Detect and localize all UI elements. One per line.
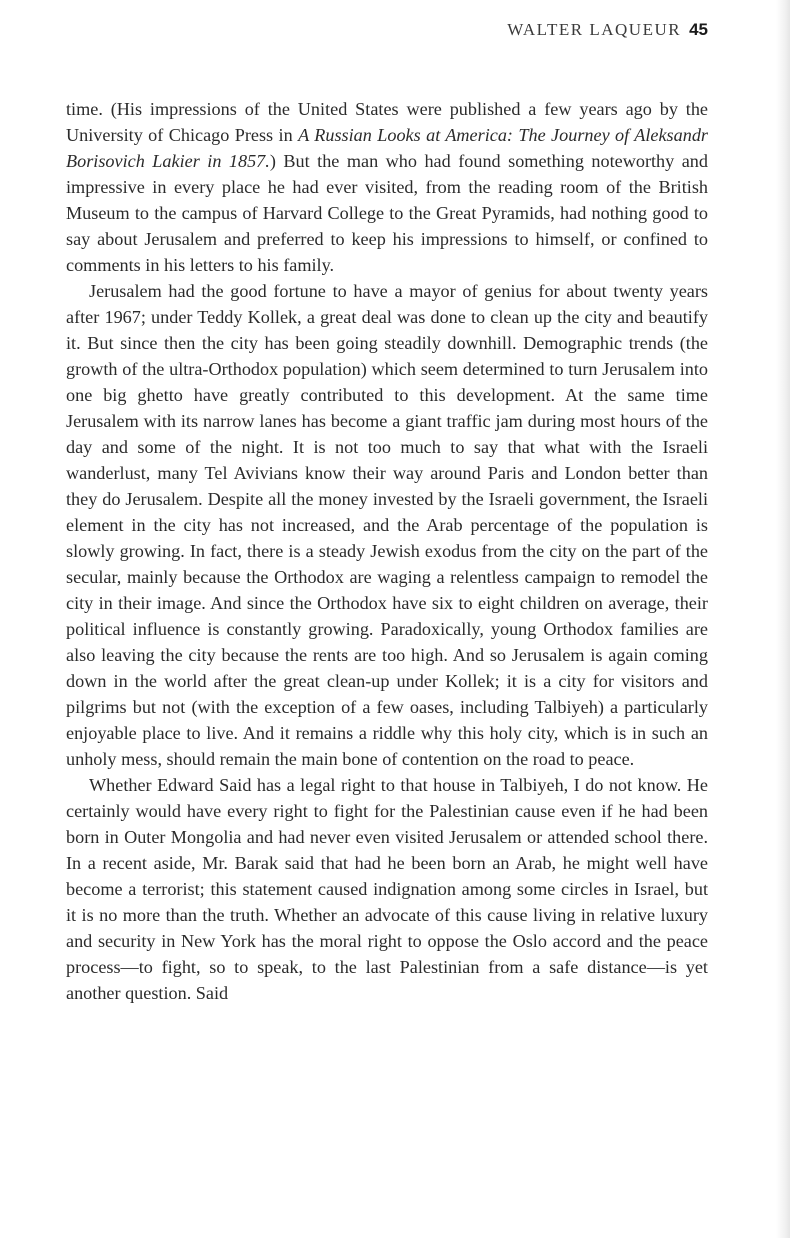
paragraph-2-text: Jerusalem had the good fortune to have a mayor of genius for about twenty years after 1967; under Teddy Kollek, a great deal was done to clean up the city and beautify it. But since then the city has been going steadily downhill. Demographic trends (the growth of the ultra-Orthodox population) which seem determined to turn Jerusalem into one big ghetto have greatly contributed to this development. At the same time Jerusalem with its narrow lanes has become a giant traffic jam during most hours of the day and some of the night. It is not too much to say that what with the Israeli wanderlust, many Tel Avivians know their way around Paris and London better than they do Jerusalem. Despite all the money invested by the Israeli government, the Israeli element in the city has not increased, and the Arab percentage of the population is slowly growing. In fact, there is a steady Jewish exodus from the city on the part of the secular, mainly because the Orthodox are waging a relentless campaign to remodel the city in their image. And since the Orthodox have six to eight children on average, their political influence is constantly growing. Paradoxically, young Orthodox families are also leaving the city because the rents are too high. And so Jerusalem is again coming down in the world after the great clean-up under Kollek; it is a city for visitors and pilgrims but not (with the exception of a few oases, including Talbiyeh) a particularly enjoyable place to live. And it remains a riddle why this holy city, which is in such an unholy mess, should remain the main bone of contention on the road to peace.: [66, 281, 708, 769]
body-text: [66, 96, 708, 1006]
page-number: 45: [689, 20, 708, 39]
running-title: WALTER LAQUEUR: [507, 20, 682, 39]
paragraph-1-text: time. (His impressions of the United States were published a few years ago by the University of Chicago Press in: [66, 99, 708, 145]
paragraph-1-text-continued: ) But the man who had found something noteworthy and impressive in every place he had ever visited, from the reading room of the British Museum to the campus of Harvard College to the Great Pyramids, had nothing good to say about Jerusalem and preferred to keep his impressions to himself, or confined to comments in his letters to his family.: [66, 151, 708, 275]
page-edge-shadow: [776, 0, 790, 1238]
paragraph-3-text: Whether Edward Said has a legal right to that house in Talbiyeh, I do not know. He certainly would have every right to fight for the Palestinian cause even if he had been born in Outer Mongolia and had never even visited Jerusalem or attended school there. In a recent aside, Mr. Barak said that had he been born an Arab, he might well have become a terrorist; this statement caused indignation among some circles in Israel, but it is no more than the truth. Whether an advocate of this cause living in relative luxury and security in New York has the moral right to oppose the Oslo accord and the peace process—to fight, so to speak, to the last Palestinian from a safe distance—is yet another question. Said: [66, 775, 708, 1003]
book-title-italic: A Russian Looks at America: The Journey of Aleksandr Borisovich Lakier in 1857.: [66, 125, 708, 171]
paragraph-2: [66, 278, 708, 772]
paragraph-3: [66, 772, 708, 1006]
paragraph-1: [66, 96, 708, 278]
running-header: [66, 20, 708, 40]
